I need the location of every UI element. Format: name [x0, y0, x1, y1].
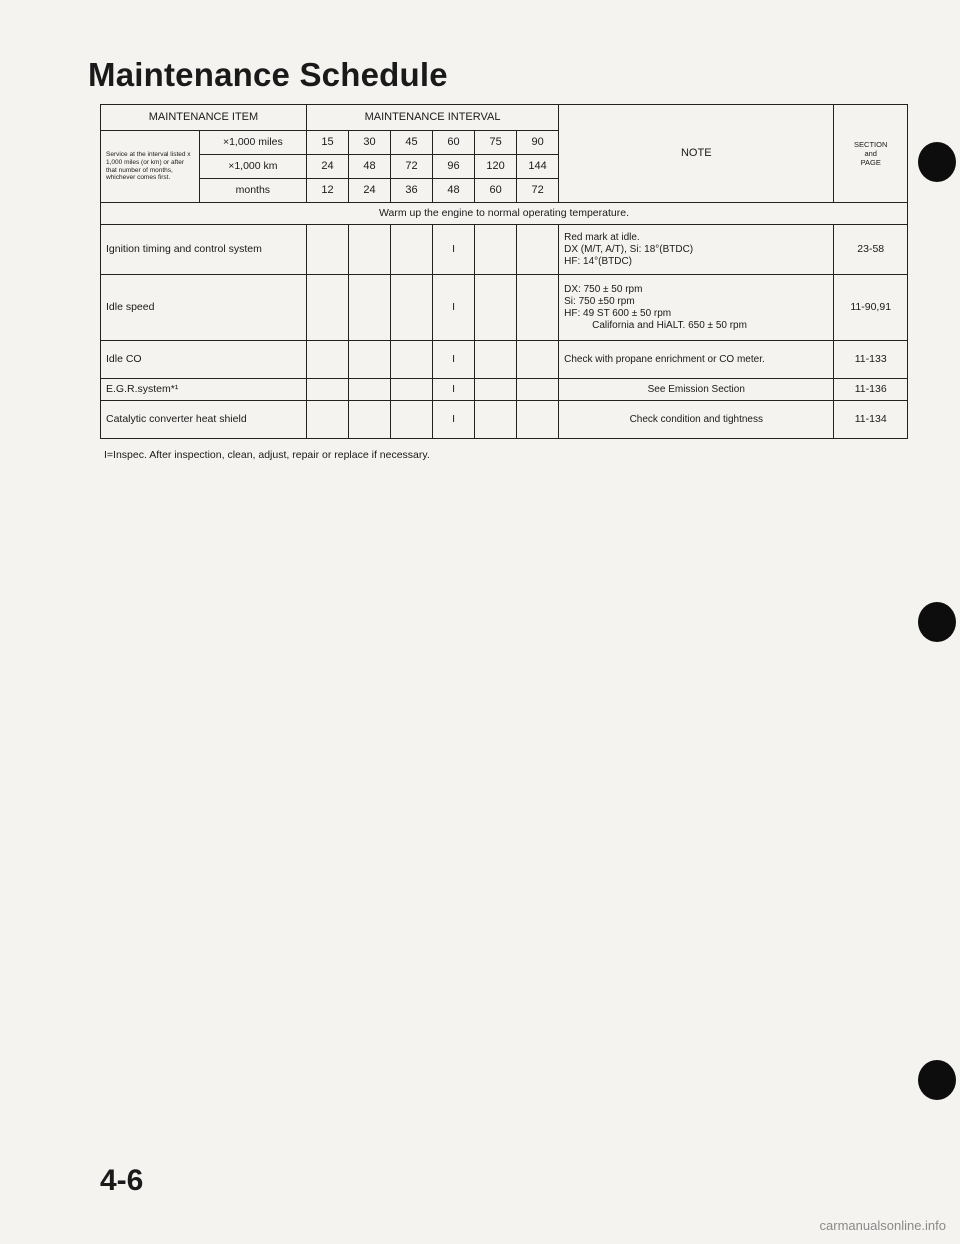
inspection-footnote: I=Inspec. After inspection, clean, adjust, repair or replace if necessary. [104, 449, 430, 461]
inspect-mark: I [433, 379, 475, 401]
item-idle-co: Idle CO [101, 341, 307, 379]
maintenance-interval-header: MAINTENANCE INTERVAL [306, 105, 558, 131]
interval-value: 15 [306, 131, 348, 155]
section-page-header [834, 105, 908, 203]
inspect-mark: I [433, 401, 475, 439]
interval-value: 90 [517, 131, 559, 155]
maintenance-item-header: MAINTENANCE ITEM [101, 105, 307, 131]
interval-value: 24 [306, 155, 348, 179]
interval-value: 60 [433, 131, 475, 155]
note-line: Red mark at idle. [564, 231, 640, 243]
interval-value: 30 [348, 131, 390, 155]
note-line: DX (M/T, A/T), Si: 18°(BTDC) [564, 243, 694, 255]
section-idle-speed: 11-90,91 [834, 275, 908, 341]
section-tab-marker [918, 1060, 956, 1100]
note-line: HF: 14°(BTDC) [564, 255, 633, 267]
unit-label: months [199, 179, 306, 203]
interval-value: 120 [475, 155, 517, 179]
unit-label: ×1,000 miles [199, 131, 306, 155]
interval-value: 24 [348, 179, 390, 203]
section-ignition-timing: 23-58 [834, 225, 908, 275]
note-catalytic-converter: Check condition and tightness [559, 401, 834, 439]
maintenance-schedule-table [100, 104, 908, 439]
section-idle-co: 11-133 [834, 341, 908, 379]
page-number: 4-6 [100, 1164, 144, 1197]
section-tab-marker [918, 142, 956, 182]
interval-value: 144 [517, 155, 559, 179]
note-egr-system: See Emission Section [559, 379, 834, 401]
unit-label: ×1,000 km [199, 155, 306, 179]
item-idle-speed: Idle speed [101, 275, 307, 341]
interval-value: 60 [475, 179, 517, 203]
item-egr-system: E.G.R.system*¹ [101, 379, 307, 401]
note-line: California and HiALT. 650 ± 50 rpm [592, 319, 747, 331]
page-title: Maintenance Schedule [88, 56, 448, 93]
inspect-mark: I [433, 341, 475, 379]
interval-value: 48 [433, 179, 475, 203]
inspect-mark: I [433, 225, 475, 275]
inspect-mark: I [433, 275, 475, 341]
note-ignition-timing [559, 225, 834, 275]
note-idle-speed [559, 275, 834, 341]
interval-value: 75 [475, 131, 517, 155]
section-tab-marker [918, 602, 956, 642]
interval-value: 48 [348, 155, 390, 179]
item-ignition-timing: Ignition timing and control system [101, 225, 307, 275]
section-catalytic-converter: 11-134 [834, 401, 908, 439]
section-egr-system: 11-136 [834, 379, 908, 401]
note-line: HF: 49 ST 600 ± 50 rpm [564, 307, 672, 319]
interval-value: 72 [391, 155, 433, 179]
note-idle-co: Check with propane enrichment or CO meter. [559, 341, 834, 379]
interval-value: 72 [517, 179, 559, 203]
interval-value: 12 [306, 179, 348, 203]
interval-value: 36 [391, 179, 433, 203]
note-header: NOTE [559, 105, 834, 203]
warmup-instruction: Warm up the engine to normal operating temperature. [101, 203, 908, 225]
section-header-line: PAGE [860, 158, 881, 167]
note-line: Si: 750 ±50 rpm [564, 295, 635, 307]
watermark-text: carmanualsonline.info [819, 1218, 946, 1233]
interval-value: 45 [391, 131, 433, 155]
section-header-line: and [864, 149, 877, 158]
item-catalytic-converter: Catalytic converter heat shield [101, 401, 307, 439]
note-line: DX: 750 ± 50 rpm [564, 283, 643, 295]
interval-value: 96 [433, 155, 475, 179]
section-header-line: SECTION [854, 140, 888, 149]
service-interval-text: Service at the interval listed x 1,000 miles (or km) or after that number of months, whichever comes first. [101, 131, 200, 203]
